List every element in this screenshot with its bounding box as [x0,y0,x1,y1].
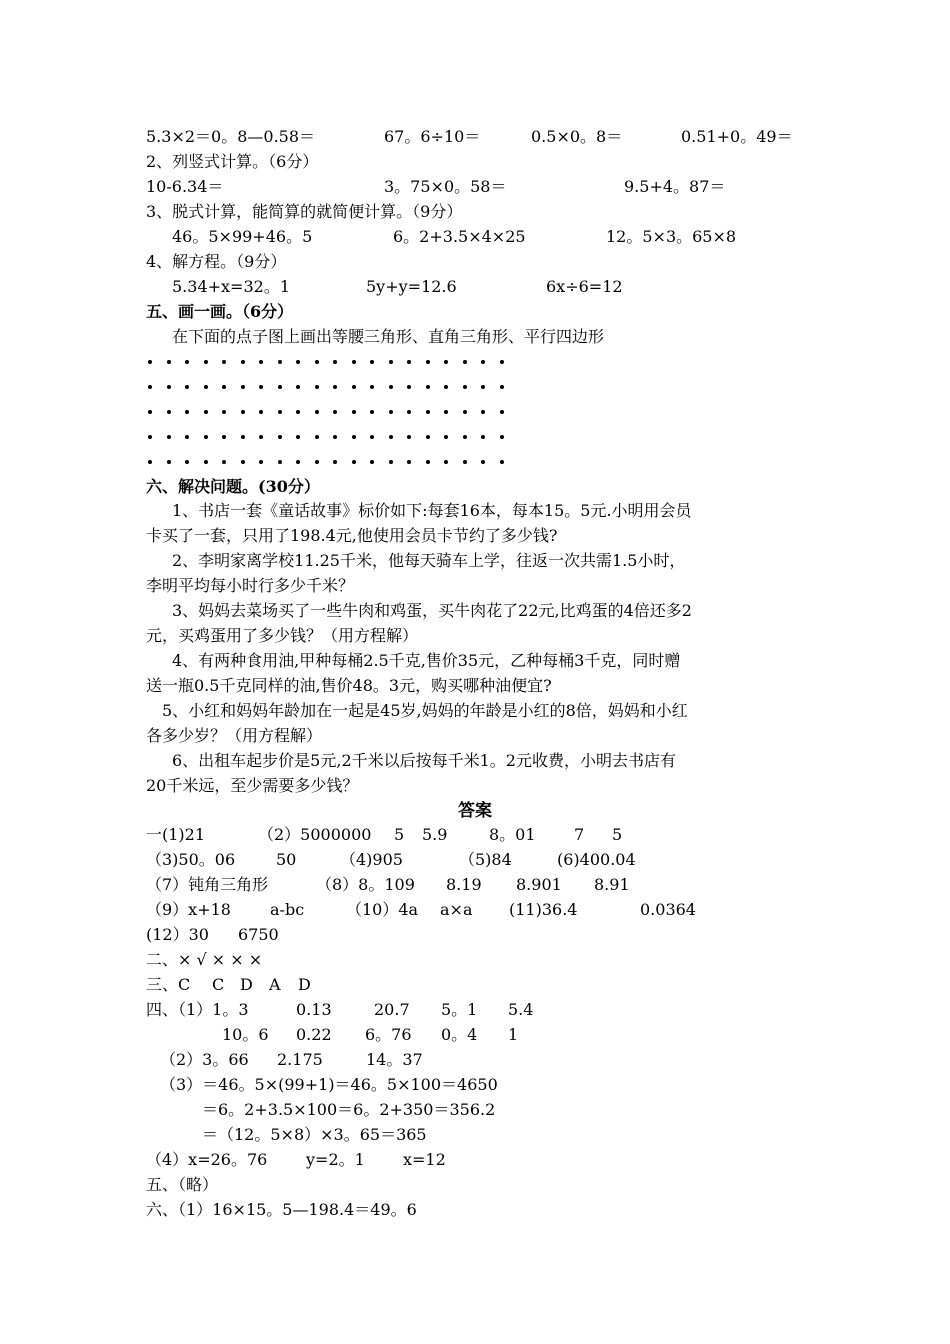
answer-item: (12）30 [146,925,209,944]
grid-dot[interactable] [500,410,504,414]
equation-item: 5y+y=12.6 [366,277,457,296]
answer-item: 10。6 [222,1025,269,1044]
grid-dot[interactable] [296,385,300,389]
grid-dot[interactable] [185,435,189,439]
answer-item: a×a [440,900,473,919]
grid-dot[interactable] [167,410,171,414]
calc-item: 5.3×2＝0。8—0.58＝ [146,127,316,146]
calc-item: 12。5×3。65×8 [606,227,737,246]
answer-item: y=2。1 [306,1150,365,1169]
grid-dot[interactable] [241,385,245,389]
grid-dot[interactable] [315,410,319,414]
answer-item: （7）钝角三角形 [146,875,269,894]
answer-item: 6750 [238,925,279,944]
grid-dot[interactable] [333,435,337,439]
grid-dot[interactable] [426,360,430,364]
section-heading: 2、列竖式计算。（6分） [146,152,319,171]
answer-item: 8.901 [516,875,562,894]
answer-line: ＝（12。5×8）×3。65＝365 [202,1125,427,1144]
grid-dot[interactable] [241,435,245,439]
problem-line: 各多少岁？（用方程解） [146,726,323,745]
answer-item: 6。76 [365,1025,412,1044]
grid-dot[interactable] [352,385,356,389]
answer-item: 8。01 [489,825,536,844]
problem-line: 20千米远，至少需要多少钱？ [146,776,359,795]
answer-item: （2）5000000 [258,825,372,844]
grid-dot[interactable] [204,460,208,464]
dot-row [146,402,516,427]
grid-dot[interactable] [259,385,263,389]
calc-item: 0.5×0。8＝ [531,127,623,146]
grid-dot[interactable] [500,435,504,439]
problem-line: 送一瓶0.5千克同样的油,售价48。3元，购买哪种油便宜? [146,676,552,695]
answer-line: 二、× √ × × × [146,950,263,969]
instruction-text: 在下面的点子图上画出等腰三角形、直角三角形、平行四边形 [172,327,605,346]
grid-dot[interactable] [296,460,300,464]
answer-item: 14。37 [366,1050,423,1069]
answer-item: 0.13 [296,1000,332,1019]
answer-line: ＝6。2+3.5×100＝6。2+350＝356.2 [202,1100,496,1119]
dot-row [146,352,516,377]
grid-dot[interactable] [444,410,448,414]
dot-grid[interactable] [146,352,516,477]
answer-item: A [269,975,281,994]
grid-dot[interactable] [259,435,263,439]
grid-dot[interactable] [278,435,282,439]
grid-dot[interactable] [370,435,374,439]
answer-item: a-bc [270,900,305,919]
grid-dot[interactable] [241,460,245,464]
grid-dot[interactable] [407,460,411,464]
grid-dot[interactable] [167,435,171,439]
grid-dot[interactable] [500,360,504,364]
grid-dot[interactable] [333,385,337,389]
grid-dot[interactable] [389,410,393,414]
grid-dot[interactable] [333,410,337,414]
grid-dot[interactable] [278,360,282,364]
grid-dot[interactable] [222,435,226,439]
answer-item: 8.91 [594,875,630,894]
grid-dot[interactable] [296,435,300,439]
grid-dot[interactable] [407,360,411,364]
answer-item: D [298,975,311,994]
grid-dot[interactable] [444,385,448,389]
answer-item: 四、（1）1。3 [146,1000,249,1019]
answer-item: 0.22 [296,1025,332,1044]
answer-item: （5)84 [459,850,512,869]
problem-line: 卡买了一套，只用了198.4元,他使用会员卡节约了多少钱? [146,526,558,545]
answer-item: 0.0364 [640,900,696,919]
problem-line: 元，买鸡蛋用了多少钱？（用方程解） [146,626,419,645]
dot-row [146,427,516,452]
equation-item: 6x÷6=12 [546,277,623,296]
problem-line: 李明平均每小时行多少千米？ [146,576,355,595]
section-heading: 4、解方程。（9分） [146,252,287,271]
answer-item: 5.9 [422,825,448,844]
answer-item: 1 [508,1025,519,1044]
grid-dot[interactable] [185,360,189,364]
section-heading: 3、脱式计算，能简算的就简便计算。（9分） [146,202,463,221]
answer-item: 8.19 [446,875,482,894]
grid-dot[interactable] [315,385,319,389]
grid-dot[interactable] [185,410,189,414]
answer-item: 5 [394,825,405,844]
grid-dot[interactable] [259,460,263,464]
grid-dot[interactable] [259,410,263,414]
grid-dot[interactable] [444,360,448,364]
grid-dot[interactable] [352,360,356,364]
problem-line: 6、出租车起步价是5元,2千米以后按每千米1。2元收费，小明去书店有 [172,751,676,770]
grid-dot[interactable] [463,385,467,389]
grid-dot[interactable] [185,460,189,464]
grid-dot[interactable] [389,360,393,364]
grid-dot[interactable] [426,435,430,439]
grid-dot[interactable] [389,460,393,464]
answer-item: 5.4 [508,1000,534,1019]
answer-item: （4）x=26。76 [146,1150,268,1169]
grid-dot[interactable] [315,435,319,439]
answer-item: （2）3。66 [160,1050,249,1069]
grid-dot[interactable] [167,360,171,364]
answer-item: 0。4 [441,1025,478,1044]
grid-dot[interactable] [167,385,171,389]
grid-dot[interactable] [259,360,263,364]
answer-item: x=12 [403,1150,446,1169]
grid-dot[interactable] [148,385,152,389]
problem-line: 5、小红和妈妈年龄加在一起是45岁,妈妈的年龄是小红的8倍，妈妈和小红 [162,701,688,720]
calc-item: 9.5+4。87＝ [624,177,726,196]
answer-line: （3）＝46。5×(99+1)＝46。5×100＝4650 [160,1075,498,1094]
grid-dot[interactable] [481,460,485,464]
grid-dot[interactable] [407,410,411,414]
grid-dot[interactable] [315,460,319,464]
section-heading: 五、画一画。（6分） [146,302,294,321]
calc-item: 6。2+3.5×4×25 [393,227,526,246]
answer-item: C [212,975,225,994]
answer-item: (11)36.4 [509,900,578,919]
grid-dot[interactable] [333,460,337,464]
grid-dot[interactable] [222,385,226,389]
answer-item: 20.7 [374,1000,410,1019]
grid-dot[interactable] [222,410,226,414]
grid-dot[interactable] [352,460,356,464]
grid-dot[interactable] [370,385,374,389]
grid-dot[interactable] [148,410,152,414]
grid-dot[interactable] [185,385,189,389]
answer-item: 一(1)21 [146,825,206,844]
grid-dot[interactable] [278,410,282,414]
grid-dot[interactable] [204,360,208,364]
answer-item: 50 [276,850,297,869]
answer-item: 2.175 [277,1050,323,1069]
grid-dot[interactable] [352,435,356,439]
grid-dot[interactable] [389,385,393,389]
grid-dot[interactable] [278,385,282,389]
grid-dot[interactable] [241,410,245,414]
answer-item: （9）x+18 [146,900,231,919]
grid-dot[interactable] [444,435,448,439]
grid-dot[interactable] [426,385,430,389]
grid-dot[interactable] [481,360,485,364]
answer-item: （4)905 [340,850,403,869]
answer-line: 六、（1）16×15。5—198.4＝49。6 [146,1200,417,1219]
calc-item: 67。6÷10＝ [384,127,481,146]
grid-dot[interactable] [500,385,504,389]
grid-dot[interactable] [204,385,208,389]
problem-line: 1、书店一套《童话故事》标价如下:每套16本，每本15。5元.小明用会员 [172,501,692,520]
answer-item: （10）4a [346,900,419,919]
equation-item: 5.34+x=32。1 [172,277,291,296]
grid-dot[interactable] [481,410,485,414]
grid-dot[interactable] [463,410,467,414]
grid-dot[interactable] [463,435,467,439]
grid-dot[interactable] [204,410,208,414]
grid-dot[interactable] [315,360,319,364]
answers-title: 答案 [458,801,492,821]
answer-item: 5 [612,825,623,844]
answer-item: （8）8。109 [316,875,415,894]
grid-dot[interactable] [167,460,171,464]
grid-dot[interactable] [370,360,374,364]
calc-item: 46。5×99+46。5 [172,227,313,246]
grid-dot[interactable] [148,460,152,464]
answer-line: 五、（略） [146,1175,219,1194]
answer-item: D [240,975,253,994]
grid-dot[interactable] [389,435,393,439]
grid-dot[interactable] [296,410,300,414]
section-heading: 六、解决问题。(30分） [146,477,320,496]
answer-item: (6)400.04 [557,850,636,869]
answer-item: 三、C [146,975,191,994]
grid-dot[interactable] [481,385,485,389]
grid-dot[interactable] [426,460,430,464]
grid-dot[interactable] [370,410,374,414]
calc-item: 0.51+0。49＝ [681,127,793,146]
grid-dot[interactable] [222,360,226,364]
grid-dot[interactable] [407,385,411,389]
calc-item: 10-6.34＝ [146,177,224,196]
grid-dot[interactable] [222,460,226,464]
grid-dot[interactable] [148,360,152,364]
grid-dot[interactable] [463,460,467,464]
grid-dot[interactable] [500,460,504,464]
calc-item: 3。75×0。58＝ [384,177,507,196]
grid-dot[interactable] [241,360,245,364]
grid-dot[interactable] [278,460,282,464]
grid-dot[interactable] [352,410,356,414]
grid-dot[interactable] [407,435,411,439]
grid-dot[interactable] [481,435,485,439]
answer-item: （3)50。06 [146,850,236,869]
dot-row [146,377,516,402]
grid-dot[interactable] [204,435,208,439]
grid-dot[interactable] [463,360,467,364]
problem-line: 2、李明家离学校11.25千米，他每天骑车上学，往返一次共需1.5小时， [172,551,686,570]
grid-dot[interactable] [148,435,152,439]
grid-dot[interactable] [426,410,430,414]
answer-item: 7 [574,825,585,844]
dot-row [146,452,516,477]
problem-line: 4、有两种食用油,甲种每桶2.5千克,售价35元，乙种每桶3千克，同时赠 [172,651,681,670]
grid-dot[interactable] [296,360,300,364]
answer-item: 5。1 [441,1000,478,1019]
grid-dot[interactable] [333,360,337,364]
grid-dot[interactable] [444,460,448,464]
grid-dot[interactable] [370,460,374,464]
problem-line: 3、妈妈去菜场买了一些牛肉和鸡蛋，买牛肉花了22元,比鸡蛋的4倍还多2 [172,601,692,620]
